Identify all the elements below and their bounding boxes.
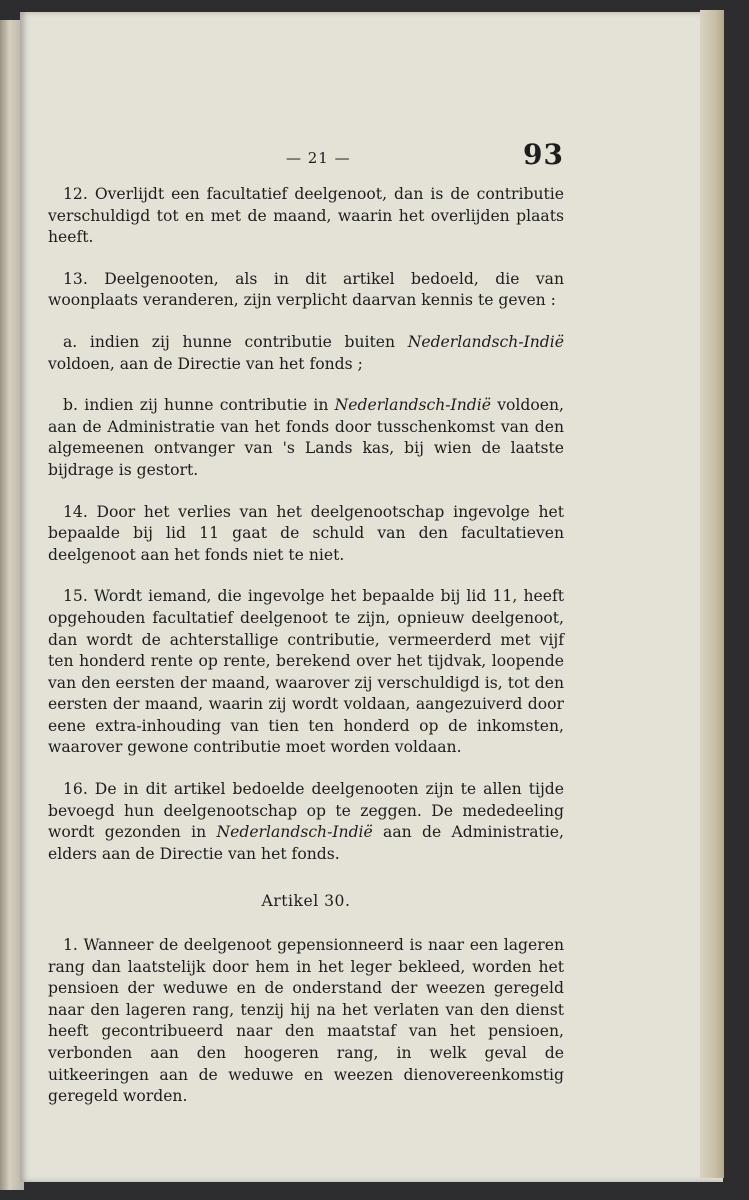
- paragraph-13b-place: Nederlandsch-Indië: [334, 396, 491, 415]
- paragraph-13a: [48, 332, 564, 375]
- paragraph-15: 15. Wordt iemand, die ingevolge het bepaalde bij lid 11, heeft opgehouden facultatief deelgenoot te zijn, opnieuw deelgenoot, dan wordt de achterstallige contributie, vermeerderd met vijf ten honderd rente op rente, berekend over het tijdvak, loopende van den eersten der maand, waarover zij verschuldigd is, tot den eersten der maand, waarin zij wordt voldaan, aangezuiverd door eene extra-inhouding van tien ten honderd op de inkomsten, waarover gewone contributie moet worden voldaan.: [48, 587, 564, 757]
- page-number: 93: [523, 138, 564, 171]
- page-content: [48, 140, 564, 1108]
- paragraph-12: 12. Overlijdt een facultatief deelgenoot, dan is de contributie verschuldigd tot en met de maand, waarin het overlijden plaats heeft.: [48, 185, 564, 247]
- paragraph-13b-text: b. indien zij hunne contributie in: [63, 396, 335, 415]
- paragraph-13b-rest: voldoen, aan de Administratie van het fonds door tusschenkomst van den algemeenen ontvanger van 's Lands kas, bij wien de laatste bijdrage is gestort.: [48, 396, 564, 479]
- paragraph-13a-text: a. indien zij hunne contributie buiten: [63, 332, 408, 351]
- paragraph-16-place: Nederlandsch-Indië: [216, 823, 373, 842]
- article-heading: Artikel 30.: [261, 892, 351, 911]
- paragraph-16: [48, 779, 564, 865]
- page-marker: — 21 —: [286, 149, 351, 167]
- paragraph-16-text: 16. De in dit artikel bedoelde deelgenooten zijn te allen tijde bevoegd hun deelgenootschap op te zeggen. De mededeeling wordt gezonden in: [48, 780, 564, 842]
- page-right-edge: [700, 10, 724, 1178]
- paragraph-13b: [48, 395, 564, 481]
- paragraph-13a-place: Nederlandsch-Indië: [407, 332, 564, 351]
- paragraph-13a-rest: voldoen, aan de Directie van het fonds ;: [48, 354, 363, 373]
- paragraph-14: 14. Door het verlies van het deelgenootschap ingevolge het bepaalde bij lid 11 gaat de schuld van den facultatieven deelgenoot aan het fonds niet te niet.: [48, 502, 564, 564]
- paragraph-13: 13. Deelgenooten, als in dit artikel bedoeld, die van woonplaats veranderen, zijn verplicht daarvan kennis te geven :: [48, 269, 564, 310]
- article-30-paragraph-1: 1. Wanneer de deelgenoot gepensionneerd is naar een lageren rang dan laatstelijk door hem in het leger bekleed, worden het pensioen der weduwe en de onderstand der weezen geregeld naar den lageren rang, tenzij hij na het verlaten van den dienst heeft gecontribueerd naar den maatstaf van het pensioen, verbonden aan den hoogeren rang, in welk geval de uitkeeringen aan de weduwe en weezen dienovereenkomstig geregeld worden.: [48, 936, 564, 1106]
- paragraph-16-rest: aan de Administratie, elders aan de Directie van het fonds.: [48, 823, 564, 863]
- page-header: [48, 140, 564, 184]
